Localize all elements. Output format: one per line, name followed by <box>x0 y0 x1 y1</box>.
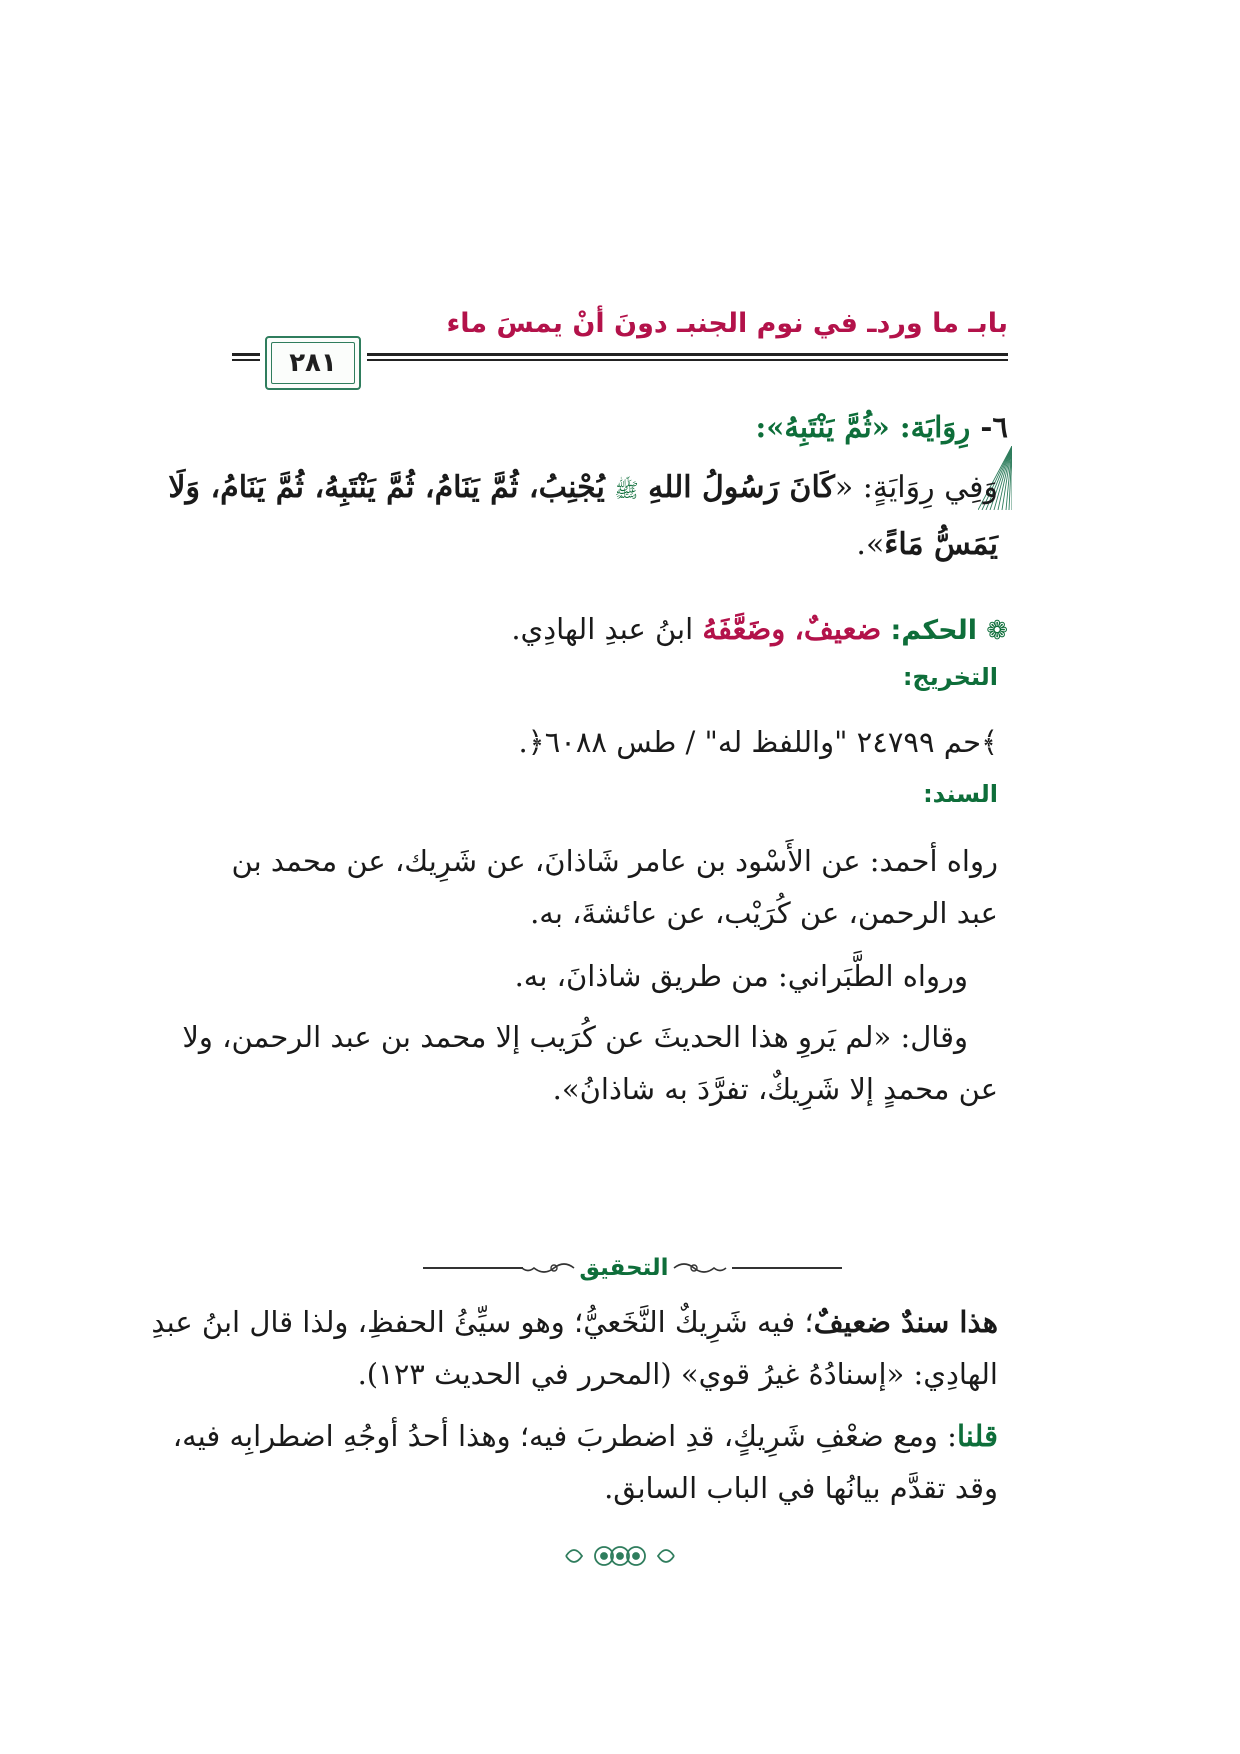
sanad-para2: ورواه الطَّبَراني: من طريق شاذانَ، به. <box>514 959 968 993</box>
sanad-para1-line1: رواه أحمد: عن الأَسْود بن عامر شَاذانَ، عن شَرِيك، عن محمد بن <box>231 844 998 878</box>
tahqiq-p2-line2: وقد تقدَّم بيانُها في الباب السابق. <box>604 1471 998 1505</box>
page-number-badge <box>265 336 361 390</box>
tahqiq-p2-text: : ومع ضعْفِ شَرِيكٍ، قدِ اضطربَ فيه؛ وهذا أحدُ أوجُهِ اضطرابِه فيه، <box>172 1419 957 1453</box>
separator-line-right <box>732 1267 842 1269</box>
header-rule-top <box>367 353 1008 356</box>
page-number: ٢٨١ <box>289 348 337 378</box>
sanad-para3-line2: عن محمدٍ إلا شَرِيكٌ، تفرَّدَ به شاذانُ». <box>552 1072 998 1106</box>
hadith-line2-suffix: ». <box>856 527 885 562</box>
header-rule-left-top <box>232 353 260 356</box>
tahqiq-p1-line2: الهادِي: «إسنادُهُ غيرُ قوي» (المحرر في الحديث ١٢٣). <box>357 1357 998 1391</box>
ruling-value-1: ضعيفٌ، <box>794 612 882 646</box>
flower-icon: ❁ <box>986 616 1008 646</box>
salutation-glyph: ﷺ <box>614 478 639 502</box>
ruling-rest: ابنُ عبدِ الهادِي. <box>511 612 694 646</box>
section-heading <box>755 410 1008 444</box>
sanad-label: السند: <box>923 780 998 808</box>
sanad-para1-line2: عبد الرحمن، عن كُرَيْب، عن عائشةَ، به. <box>530 896 998 930</box>
footer-ornament-icon <box>560 1538 680 1574</box>
hadith-line-2 <box>856 515 998 575</box>
hadith-line-1 <box>168 458 998 520</box>
hadith-prefix: وَفِي رِوَايَةٍ: « <box>834 470 998 505</box>
section-heading-text: رِوَايَة: «ثُمَّ يَنْتَبِهُ»: <box>755 410 971 444</box>
header-rule-bottom <box>367 359 1008 361</box>
takhrij-label: التخريج: <box>902 663 998 691</box>
tahqiq-p1-text: ؛ فيه شَرِيكٌ النَّخَعيُّ؛ وهو سيِّئُ الحفظِ، ولذا قال ابنُ عبدِ <box>151 1305 814 1339</box>
tahqiq-p2-label: قلنا <box>956 1419 998 1453</box>
chapter-title: بابـ ما وردـ في نوم الجنبـ دونَ أنْ يمسَ ماء <box>446 308 1008 339</box>
tahqiq-p1-bold: هذا سندٌ ضعيفٌ <box>813 1305 998 1339</box>
hadith-bold-b: يُجْنِبُ، ثُمَّ يَنَامُ، ثُمَّ يَنْتَبِهُ، ثُمَّ يَنَامُ، وَلَا <box>168 470 605 505</box>
sanad-para3-line1: وقال: «لم يَروِ هذا الحديثَ عن كُرَيب إلا محمد بن عبد الرحمن، ولا <box>182 1020 968 1054</box>
hadith-line2-bold: يَمَسُّ مَاءً <box>884 527 998 562</box>
tahqiq-p2-line1 <box>173 1412 998 1460</box>
separator-line-left <box>423 1267 523 1269</box>
separator-ornament-right-icon <box>672 1259 728 1277</box>
separator-ornament-left-icon <box>520 1259 576 1277</box>
tahqiq-label: التحقيق <box>579 1255 669 1281</box>
hadith-bold-a: كَانَ رَسُولُ اللهِ <box>648 470 835 505</box>
header-rule-left-bottom <box>232 359 260 361</box>
tahqiq-p1-line1 <box>151 1298 998 1346</box>
ruling-line <box>511 605 1008 655</box>
ruling-value-2: وضَعَّفَهُ <box>702 612 786 646</box>
section-number: ٦- <box>980 410 1008 444</box>
ruling-label: الحكم: <box>890 615 977 646</box>
takhrij-reference: ﴾حم ٢٤٧٩٩ "واللفظ له" / طس ٦٠٨٨﴿. <box>518 725 998 759</box>
